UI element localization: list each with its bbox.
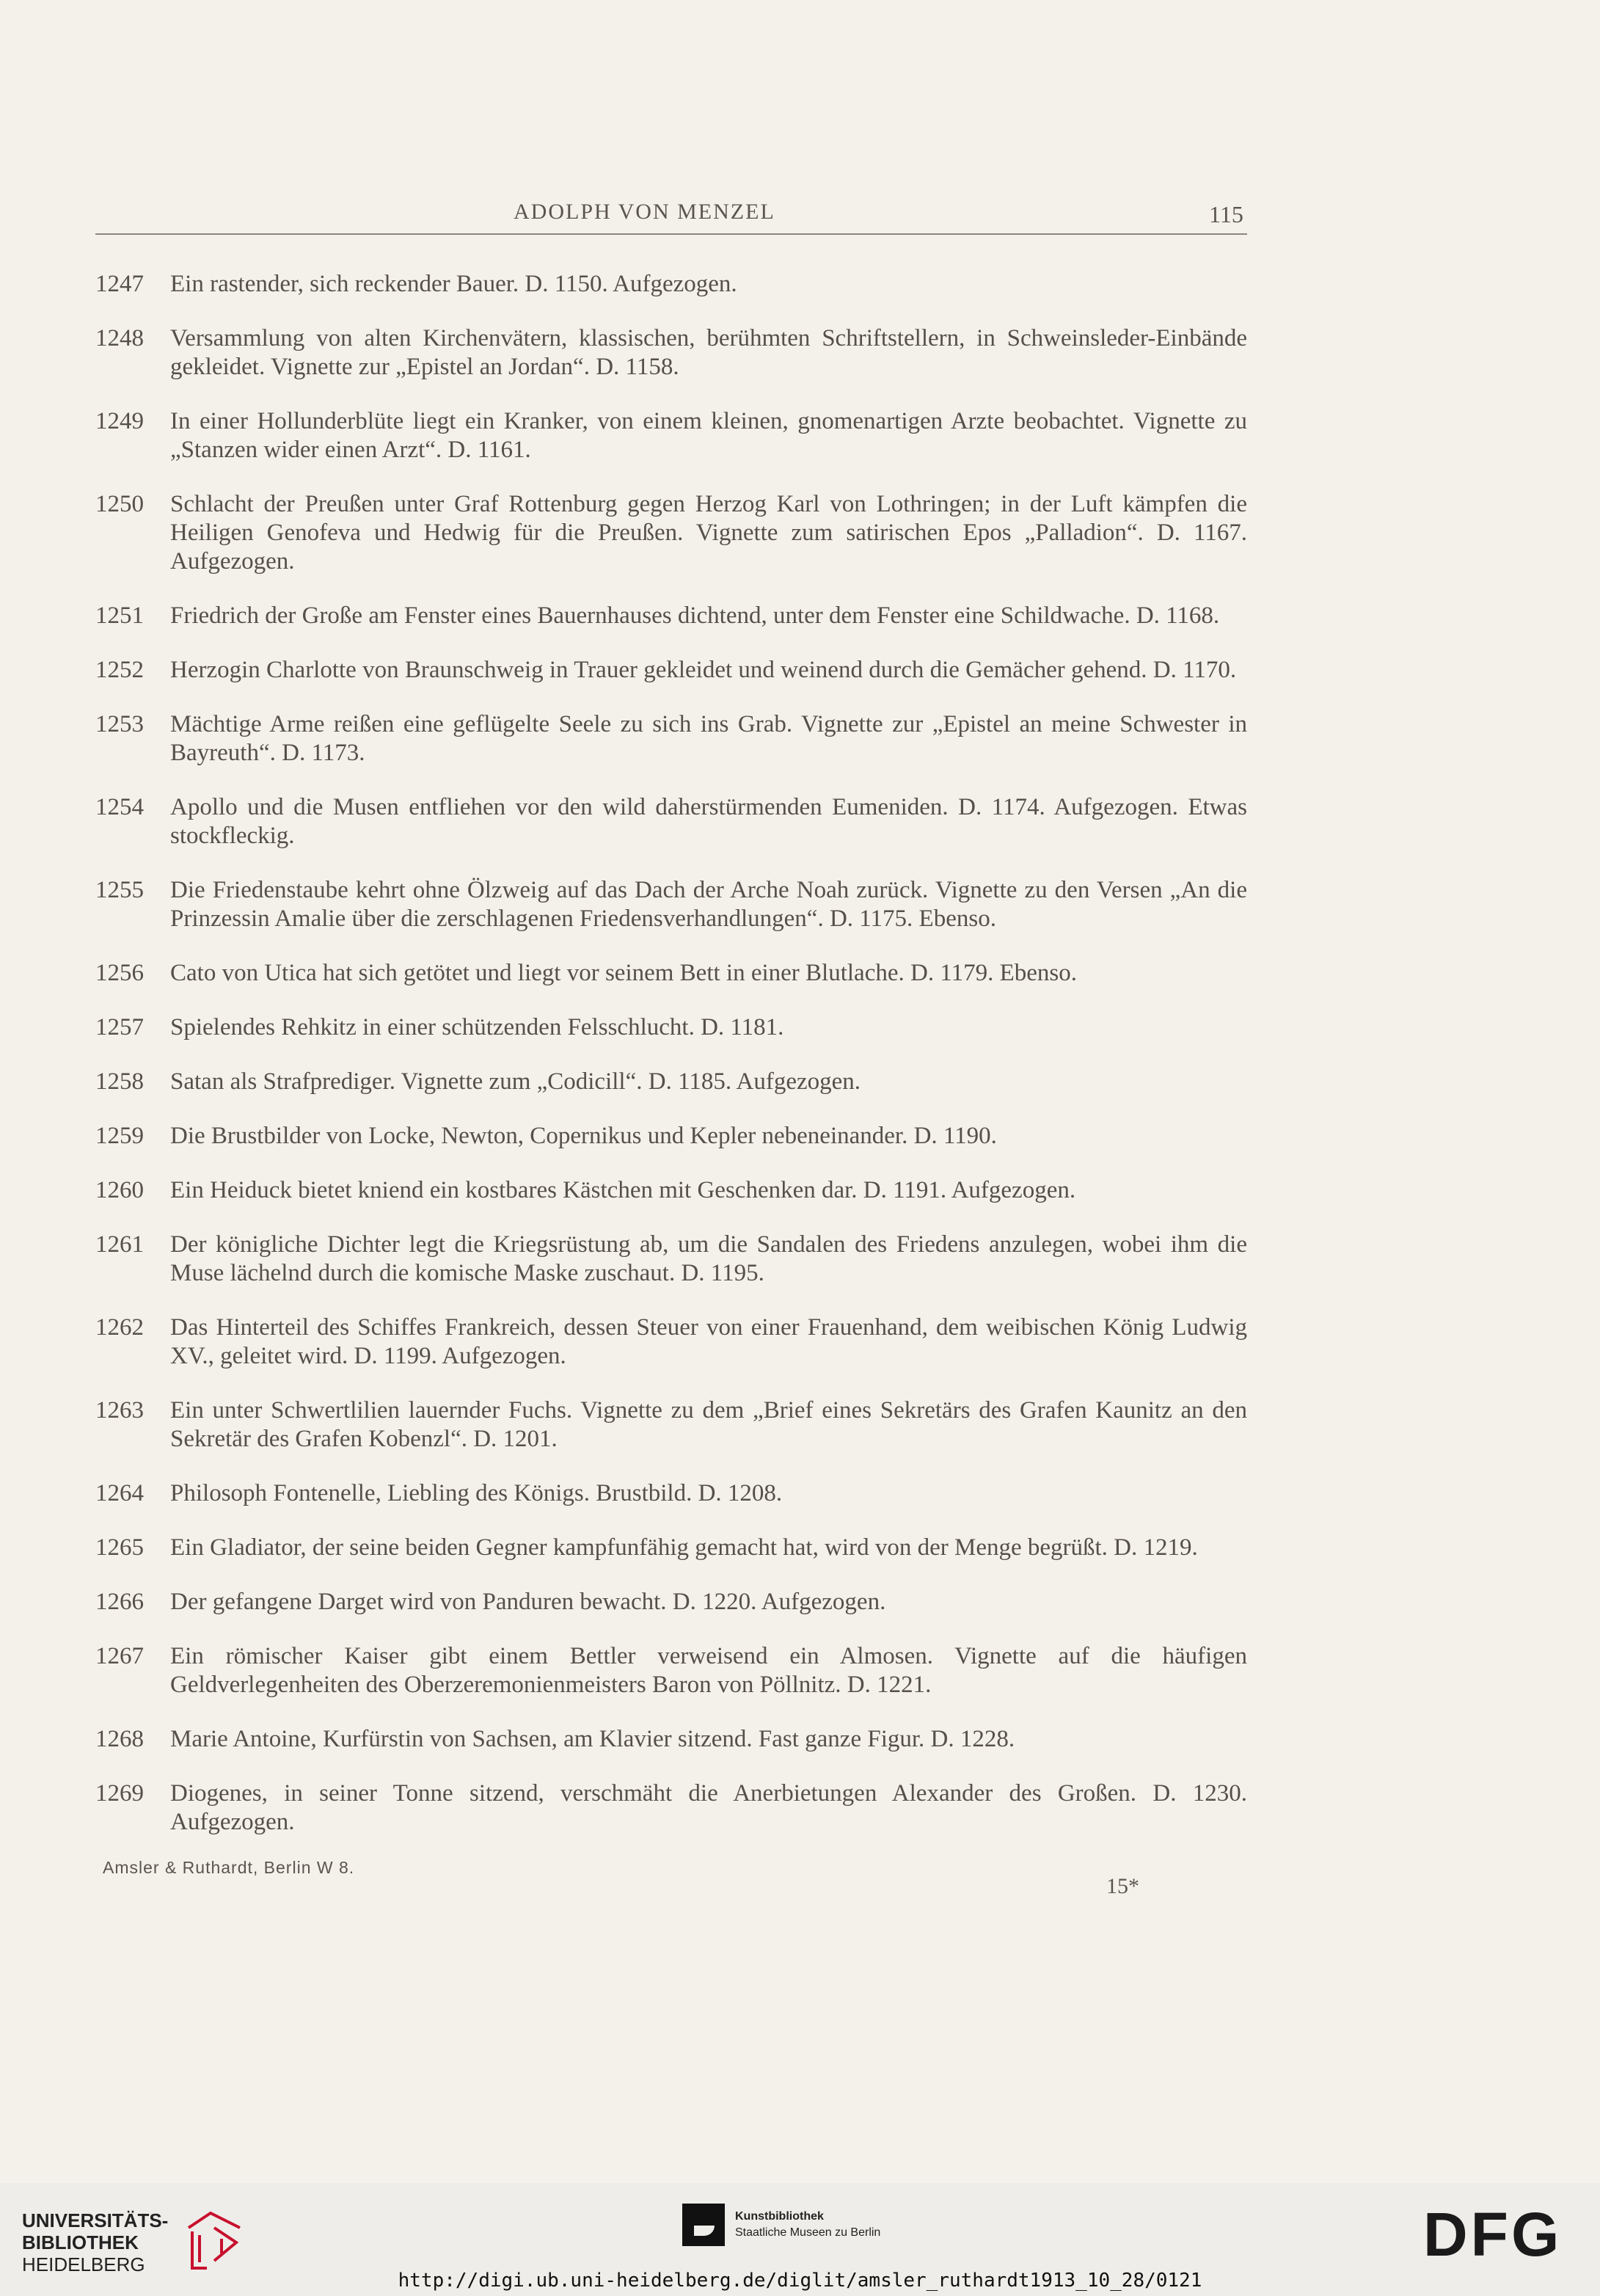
catalogue-entry: [95, 1396, 1247, 1454]
entry-description: Ein Gladiator, der seine beiden Gegner kampfunfähig gemacht hat, wird von der Menge begrüßt. D. 1219.: [170, 1534, 1198, 1561]
catalogue-entry: [95, 490, 1247, 576]
entry-number: 1268: [95, 1726, 144, 1752]
catalogue-entry: [95, 1588, 1247, 1617]
entry-description: Der gefangene Darget wird von Panduren bewacht. D. 1220. Aufgezogen.: [170, 1589, 886, 1615]
entry-description: Ein rastender, sich reckender Bauer. D. 1150. Aufgezogen.: [170, 271, 737, 297]
catalogue-entry: [95, 1725, 1247, 1754]
entry-number: 1249: [95, 408, 144, 434]
entry-number: 1261: [95, 1231, 144, 1258]
kb-line-1: Kunstbibliothek: [735, 2210, 824, 2223]
entry-description: Cato von Utica hat sich getötet und liegt vor seinem Bett in einer Blutlache. D. 1179. Ebenso.: [170, 960, 1078, 986]
entry-number: 1267: [95, 1643, 144, 1669]
entry-number: 1259: [95, 1123, 144, 1149]
entry-description: Ein römischer Kaiser gibt einem Bettler verweisend ein Almosen. Vignette auf die häufigen Geldverlegenheiten des Oberzeremonienmeisters Baron von Pöllnitz. D. 1221.: [170, 1643, 1247, 1698]
kunstbibliothek-wordmark: [735, 2209, 880, 2241]
entry-description: Die Friedenstaube kehrt ohne Ölzweig auf das Dach der Arche Noah zurück. Vignette zu den Versen „An die Prinzessin Amalie über die zerschlagenen Friedensverhandlungen“. D. 1175. Ebenso.: [170, 877, 1247, 932]
running-title: ADOLPH VON MENZEL: [514, 200, 775, 224]
entry-number: 1252: [95, 657, 144, 683]
entry-number: 1265: [95, 1534, 144, 1561]
catalogue-entries: [95, 270, 1247, 1862]
entry-number: 1266: [95, 1589, 144, 1615]
entry-description: Philosoph Fontenelle, Liebling des Königs. Brustbild. D. 1208.: [170, 1480, 783, 1506]
entry-description: Marie Antoine, Kurfürstin von Sachsen, am Klavier sitzend. Fast ganze Figur. D. 1228.: [170, 1726, 1015, 1752]
catalogue-entry: [95, 1642, 1247, 1699]
entry-description: Schlacht der Preußen unter Graf Rottenburg gegen Herzog Karl von Lothringen; in der Luft kämpfen die Heiligen Genofeva und Hedwig für die Preußen. Vignette zum satirischen Epos „Palladion“. D. 1167. Aufgezogen.: [170, 491, 1247, 575]
entry-number: 1251: [95, 602, 144, 629]
header-rule: [95, 233, 1247, 235]
entry-number: 1263: [95, 1397, 144, 1424]
entry-number: 1257: [95, 1014, 144, 1041]
catalogue-entry: [95, 1313, 1247, 1371]
entry-description: Ein Heiduck bietet kniend ein kostbares Kästchen mit Geschenken dar. D. 1191. Aufgezogen.: [170, 1177, 1076, 1203]
entry-description: Apollo und die Musen entfliehen vor den wild daherstürmenden Eumeniden. D. 1174. Aufgezogen. Etwas stockfleckig.: [170, 794, 1247, 849]
entry-description: In einer Hollunderblüte liegt ein Kranker, von einem kleinen, gnomenartigen Arzte beobachtet. Vignette zu „Stanzen wider einen Arzt“. D. 1161.: [170, 408, 1247, 463]
catalogue-entry: [95, 270, 1247, 299]
entry-description: Spielendes Rehkitz in einer schützenden Felsschlucht. D. 1181.: [170, 1014, 784, 1041]
ub-line-2: BIBLIOTHEK: [22, 2231, 139, 2253]
catalogue-entry: [95, 876, 1247, 933]
digitization-footer: [0, 2183, 1600, 2296]
printer-imprint: Amsler & Ruthardt, Berlin W 8.: [103, 1858, 355, 1877]
entry-description: Mächtige Arme reißen eine geflügelte Seele zu sich ins Grab. Vignette zur „Epistel an meine Schwester in Bayreuth“. D. 1173.: [170, 711, 1247, 766]
entry-number: 1256: [95, 960, 144, 986]
catalogue-entry: [95, 1231, 1247, 1288]
printer-signature: 15*: [1106, 1874, 1139, 1898]
entry-number: 1262: [95, 1314, 144, 1341]
entry-description: Versammlung von alten Kirchenvätern, klassischen, berühmten Schriftstellern, in Schweinsleder-Einbände gekleidet. Vignette zur „Epistel an Jordan“. D. 1158.: [170, 325, 1247, 380]
entry-number: 1260: [95, 1177, 144, 1203]
entry-description: Herzogin Charlotte von Braunschweig in Trauer gekleidet und weinend durch die Gemächer gehend. D. 1170.: [170, 657, 1237, 683]
entry-number: 1248: [95, 325, 144, 351]
entry-number: 1269: [95, 1780, 144, 1807]
catalogue-entry: [95, 407, 1247, 464]
kunstbibliothek-logo[interactable]: [682, 2204, 880, 2246]
page-number: 115: [1209, 201, 1243, 227]
catalogue-entry: [95, 793, 1247, 850]
entry-number: 1258: [95, 1068, 144, 1095]
catalogue-entry: [95, 1534, 1247, 1562]
entry-description: Die Brustbilder von Locke, Newton, Copernikus und Kepler nebeneinander. D. 1190.: [170, 1123, 997, 1149]
ub-line-1: UNIVERSITÄTS-: [22, 2209, 169, 2231]
ub-heidelberg-wordmark: [22, 2209, 168, 2275]
ub-heidelberg-emblem-icon: [181, 2209, 247, 2275]
entry-number: 1254: [95, 794, 144, 820]
catalogue-entry: [95, 1013, 1247, 1042]
catalogue-entry: [95, 1479, 1247, 1508]
catalogue-entry: [95, 1122, 1247, 1151]
entry-number: 1250: [95, 491, 144, 517]
entry-description: Das Hinterteil des Schiffes Frankreich, dessen Steuer von einer Frauenhand, dem weibischen König Ludwig XV., geleitet wird. D. 1199. Aufgezogen.: [170, 1314, 1247, 1369]
entry-number: 1255: [95, 877, 144, 903]
ub-line-3: HEIDELBERG: [22, 2253, 145, 2275]
kunstbibliothek-emblem-icon: [682, 2204, 725, 2246]
catalogue-entry: [95, 1068, 1247, 1096]
catalogue-entry: [95, 1176, 1247, 1205]
entry-description: Ein unter Schwertlilien lauernder Fuchs. Vignette zu dem „Brief eines Sekretärs des Grafen Kaunitz an den Sekretär des Grafen Kobenzl“. D. 1201.: [170, 1397, 1247, 1452]
catalogue-entry: [95, 1779, 1247, 1837]
entry-number: 1264: [95, 1480, 144, 1506]
entry-description: Friedrich der Große am Fenster eines Bauernhauses dichtend, unter dem Fenster eine Schildwache. D. 1168.: [170, 602, 1220, 629]
catalogue-entry: [95, 656, 1247, 685]
permalink-url[interactable]: http://digi.ub.uni-heidelberg.de/diglit/amsler_ruthardt1913_10_28/0121: [398, 2270, 1202, 2292]
catalogue-entry: [95, 710, 1247, 768]
ub-heidelberg-logo[interactable]: [22, 2209, 247, 2275]
catalogue-entry: [95, 324, 1247, 382]
entry-description: Satan als Strafprediger. Vignette zum „Codicill“. D. 1185. Aufgezogen.: [170, 1068, 861, 1095]
entry-number: 1253: [95, 711, 144, 737]
catalogue-entry: [95, 602, 1247, 630]
dfg-logo[interactable]: DFG: [1423, 2200, 1563, 2269]
catalogue-entry: [95, 959, 1247, 988]
entry-description: Diogenes, in seiner Tonne sitzend, verschmäht die Anerbietungen Alexander des Großen. D. 1230. Aufgezogen.: [170, 1780, 1247, 1835]
entry-description: Der königliche Dichter legt die Kriegsrüstung ab, um die Sandalen des Friedens anzulegen, wobei ihm die Muse lächelnd durch die komische Maske zuschaut. D. 1195.: [170, 1231, 1247, 1286]
kb-line-2: Staatliche Museen zu Berlin: [735, 2226, 881, 2239]
entry-number: 1247: [95, 271, 144, 297]
